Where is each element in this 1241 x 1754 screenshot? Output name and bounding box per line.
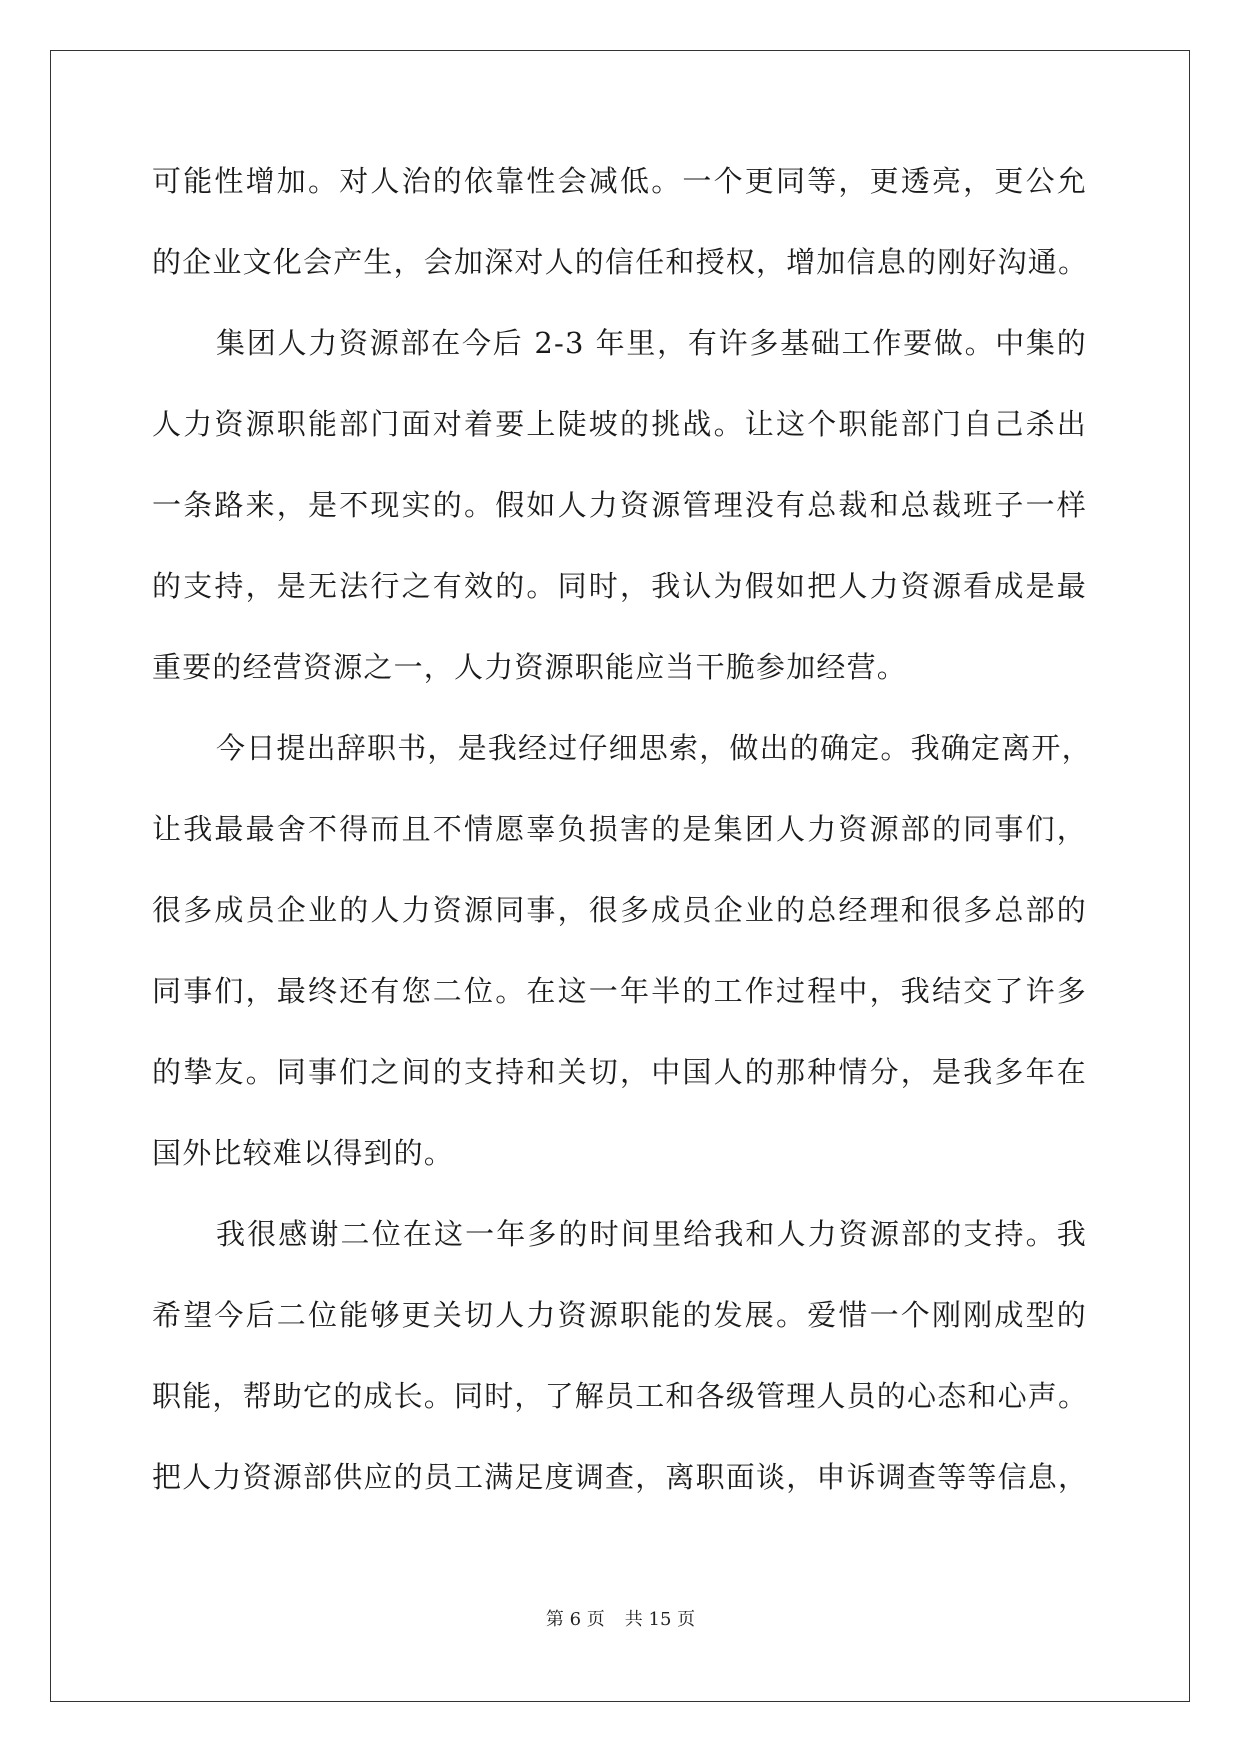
page-number: 第 6 页	[545, 1609, 605, 1630]
document-body	[152, 164, 1092, 1543]
text-line: 人力资源职能部门面对着要上陡坡的挑战。让这个职能部门自己杀出	[152, 407, 1087, 441]
page-footer	[0, 1605, 1241, 1631]
text-line: 重要的经营资源之一，人力资源职能应当干脆参加经营。	[152, 650, 908, 684]
paragraph-first-line: 我很感谢二位在这一年多的时间里给我和人力资源部的支持。我	[216, 1217, 1087, 1251]
text-line: 把人力资源部供应的员工满足度调查，离职面谈，申诉调查等等信息，	[152, 1460, 1089, 1494]
text-line: 希望今后二位能够更关切人力资源职能的发展。爱惜一个刚刚成型的	[152, 1298, 1087, 1332]
text-line: 的支持，是无法行之有效的。同时，我认为假如把人力资源看成是最	[152, 569, 1087, 603]
text-line: 很多成员企业的人力资源同事，很多成员企业的总经理和很多总部的	[152, 893, 1087, 927]
text-line: 的挚友。同事们之间的支持和关切，中国人的那种情分，是我多年在	[152, 1055, 1087, 1089]
paragraph-first-line: 集团人力资源部在今后 2-3 年里，有许多基础工作要做。中集的	[216, 326, 1087, 360]
text-line: 国外比较难以得到的。	[152, 1136, 455, 1170]
page-total: 共 15 页	[624, 1609, 696, 1630]
text-line: 可能性增加。对人治的依靠性会减低。一个更同等，更透亮，更公允	[152, 164, 1087, 198]
paragraph-first-line: 今日提出辞职书，是我经过仔细思索，做出的确定。我确定离开，	[216, 731, 1092, 765]
text-line: 让我最最舍不得而且不情愿辜负损害的是集团人力资源部的同事们，	[152, 812, 1087, 846]
text-line: 同事们，最终还有您二位。在这一年半的工作过程中，我结交了许多	[152, 974, 1087, 1008]
text-line: 一条路来，是不现实的。假如人力资源管理没有总裁和总裁班子一样	[152, 488, 1087, 522]
text-line: 职能，帮助它的成长。同时，了解员工和各级管理人员的心态和心声。	[152, 1379, 1089, 1413]
text-line: 的企业文化会产生，会加深对人的信任和授权，增加信息的刚好沟通。	[152, 245, 1089, 279]
